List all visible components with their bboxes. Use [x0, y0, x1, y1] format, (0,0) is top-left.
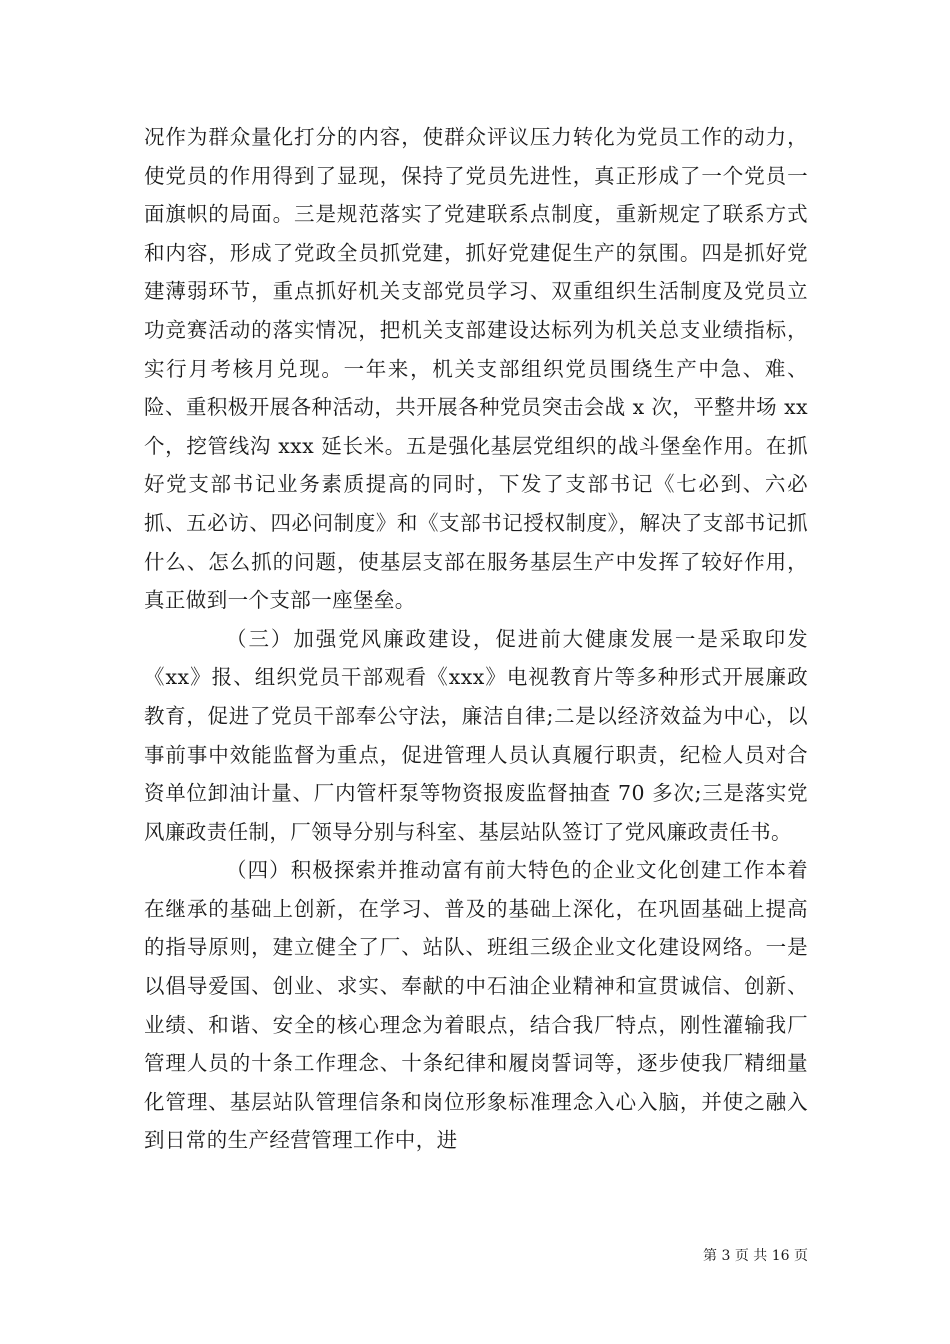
paragraph-section-four: （四）积极探索并推动富有前大特色的企业文化创建工作本着在继承的基础上创新，在学习、普及的基础上深化，在巩固基础上提高的指导原则，建立健全了厂、站队、班组三级企业文化建设网络。一是以倡导爱国、创业、求实、奉献的中石油企业精神和宣贯诚信、创新、业绩、和谐、安全的核心理念为着眼点，结合我厂特点，刚性灌输我厂管理人员的十条工作理念、十条纪律和履岗誓词等，逐步使我厂精细量化管理、基层站队管理信条和岗位形象标准理念入心入脑，并使之融入到日常的生产经营管理工作中，进	[144, 858, 808, 1153]
page-number-footer: 第 3 页 共 16 页	[703, 1248, 808, 1264]
paragraph-party-building-continued: 况作为群众量化打分的内容，使群众评议压力转化为党员工作的动力，使党员的作用得到了显现，保持了党员先进性，真正形成了一个党员一面旗帜的局面。三是规范落实了党建联系点制度，重新规定了联系方式和内容，形成了党政全员抓党建，抓好党建促生产的氛围。四是抓好党建薄弱环节，重点抓好机关支部党员学习、双重组织生活制度及党员立功竞赛活动的落实情况，把机关支部建设达标列为机关总支业绩指标，实行月考核月兑现。一年来，机关支部组织党员围绕生产中急、难、险、重积极开展各种活动，共开展各种党员突击会战 x 次，平整井场 xx 个，挖管线沟 xxx 延长米。五是强化基层党组织的战斗堡垒作用。在抓好党支部书记业务素质提高的同时，下发了支部书记《七必到、六必抓、五必访、四必问制度》和《支部书记授权制度》，解决了支部书记抓什么、怎么抓的问题，使基层支部在服务基层生产中发挥了较好作用，真正做到一个支部一座堡垒。	[144, 125, 808, 613]
paragraph-section-three: （三）加强党风廉政建设，促进前大健康发展一是采取印发《xx》报、组织党员干部观看《xxx》电视教育片等多种形式开展廉政教育，促进了党员干部奉公守法，廉洁自律;二是以经济效益为中心，以事前事中效能监督为重点，促进管理人员认真履行职责，纪检人员对合资单位卸油计量、厂内管杆泵等物资报废监督抽查 70 多次;三是落实党风廉政责任制，厂领导分别与科室、基层站队签订了党风廉政责任书。	[144, 626, 808, 844]
body-text	[144, 118, 808, 1160]
